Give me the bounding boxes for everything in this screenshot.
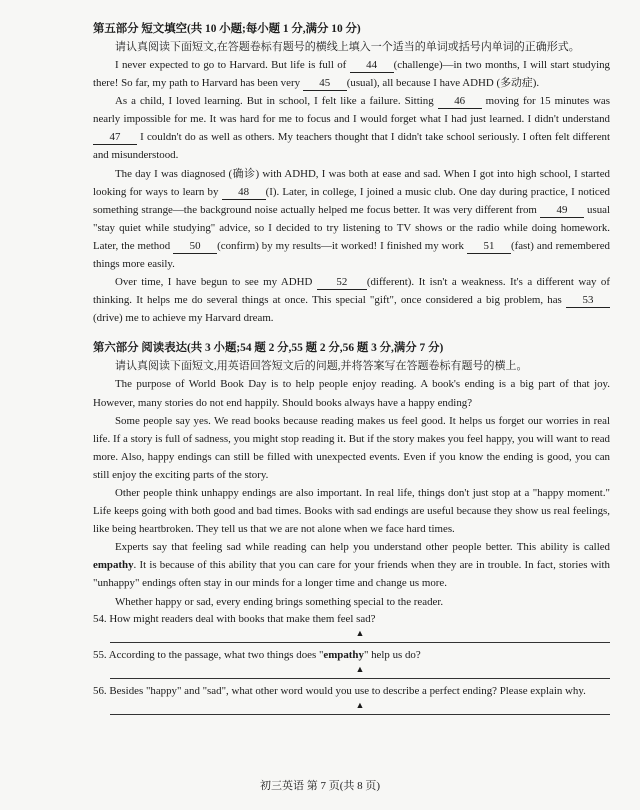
- reading-paragraph: The purpose of World Book Day is to help people enjoy reading. A book's ending is a big part of that joy. However, many stories do not end happily. Should books always have a happy ending?: [93, 378, 610, 409]
- question-56: 56. Besides "happy" and "sad", what other word would you use to describe a perfect ending? Please explain why.: [93, 684, 586, 697]
- keyword-empathy: empathy: [323, 648, 364, 661]
- text-run: (fast) and remembered things more easily.: [93, 239, 610, 271]
- text-run: moving for 15 minutes was nearly impossible for me. It was hard for me to focus and I would forget what I had just learned. I didn't understand: [93, 95, 611, 126]
- triangle-marker-icon: ▲: [355, 627, 365, 638]
- text-run: Experts say that feeling sad while reading can help you understand other people better. This ability is called: [115, 541, 610, 554]
- blank-51: 51: [467, 239, 511, 254]
- section-gap: [93, 327, 610, 339]
- text-run: (I). Later, in college, I joined a music club. One day during practice, I noticed something strange—the background noise actually helped me focus better. It was very different from: [93, 185, 610, 216]
- keyword-empathy: empathy: [93, 559, 134, 572]
- text-run: As a child, I loved learning. But in school, I felt like a failure. Sitting: [115, 95, 438, 108]
- blank-45: 45: [303, 76, 347, 91]
- text-run: . It is because of this ability that you can care for your friends when they are in trouble. In fact, stories with "unhappy" endings often stay in our minds for a longer time and change us more.: [93, 559, 610, 590]
- blank-44: 44: [350, 58, 394, 73]
- blank-53: 53: [566, 293, 610, 308]
- text-run: " help us do?: [363, 648, 421, 661]
- text-run: I couldn't do as well as others. My teachers thought that I didn't take school seriously. I often felt different and misunderstood.: [93, 131, 610, 162]
- triangle-marker-icon: ▲: [355, 699, 365, 710]
- passage-paragraph: [93, 56, 610, 92]
- text-run: (confirm) by my results—it worked! I finished my work: [217, 239, 467, 252]
- text-run: The day I was diagnosed (确诊) with ADHD, I was both at ease and sad. When I got into high school, I started looking for ways to learn by: [93, 167, 610, 198]
- page-footer: 初三英语 第 7 页(共 8 页): [259, 780, 381, 792]
- blank-49: 49: [540, 203, 584, 218]
- text-run: (different). It isn't a weakness. It's a different way of thinking. It helps me do several things at once. This special "gift", once considered a big problem, has: [93, 276, 611, 307]
- reading-paragraph: [93, 538, 610, 592]
- reading-paragraph: Other people think unhappy endings are also important. In real life, things don't just stop at a "happy moment." Life keeps going with both good and bad times. Books with sad endings are useful because they show us real feelings, like being heartbroken. They tell us that we are not alone when we face hard times.: [93, 486, 610, 536]
- passage-paragraph: [93, 165, 610, 274]
- passage-paragraph: [93, 92, 610, 164]
- answer-line-56[interactable]: [110, 700, 610, 715]
- section-6: [93, 339, 610, 714]
- text-run: 55. According to the passage, what two things does ": [93, 648, 324, 661]
- section-5: [93, 20, 610, 327]
- text-run: I never expected to go to Harvard. But life is full of: [115, 59, 350, 71]
- text-run: Over time, I have begun to see my ADHD: [115, 276, 317, 289]
- question-54: 54. How might readers deal with books that make them feel sad?: [93, 612, 376, 625]
- triangle-marker-icon: ▲: [355, 663, 365, 674]
- reading-paragraph: Some people say yes. We read books because reading makes us feel good. It helps us forget our worries in real life. If a story is full of sadness, you might stop reading it. But if the story makes you feel happy, you will want to read more. Also, happy endings can still be filled with unexpected events. Even if you know the ending is good, you can still enjoy the exciting parts of the story.: [93, 414, 610, 481]
- section-6-title: 第六部分 阅读表达(共 3 小题;54 题 2 分,55 题 2 分,56 题 3 分,满分 7 分): [93, 342, 444, 355]
- blank-48: 48: [222, 185, 266, 200]
- blank-47: 47: [93, 130, 137, 145]
- text-run: (challenge)—in two months, I will start studying there! So far, my path to Harvard has been very: [93, 59, 610, 90]
- section-6-instruction: 请认真阅读下面短文,用英语回答短文后的问题,并将答案写在答题卷标有题号的横上。: [115, 360, 528, 373]
- blank-46: 46: [438, 94, 482, 109]
- section-5-title: 第五部分 短文填空(共 10 小题;每小题 1 分,满分 10 分): [93, 23, 361, 35]
- text-run: (drive) me to achieve my Harvard dream.: [93, 312, 274, 325]
- text-run: usual "stay quiet while studying" advice, so I decided to try listening to TV shows or the radio while doing homework. Later, the method: [93, 203, 610, 252]
- blank-52: 52: [317, 275, 367, 290]
- answer-line-55[interactable]: [110, 664, 610, 679]
- answer-line-54[interactable]: [110, 628, 610, 643]
- reading-paragraph: Whether happy or sad, every ending brings something special to the reader.: [115, 595, 444, 608]
- question-55: [93, 647, 610, 664]
- text-run: (usual), all because I have ADHD (多动症).: [346, 77, 540, 90]
- blank-50: 50: [173, 239, 217, 254]
- section-5-instruction: 请认真阅读下面短文,在答题卷标有题号的横线上填入一个适当的单词或括号内单词的正确形式。: [115, 41, 580, 53]
- passage-paragraph: [93, 273, 610, 327]
